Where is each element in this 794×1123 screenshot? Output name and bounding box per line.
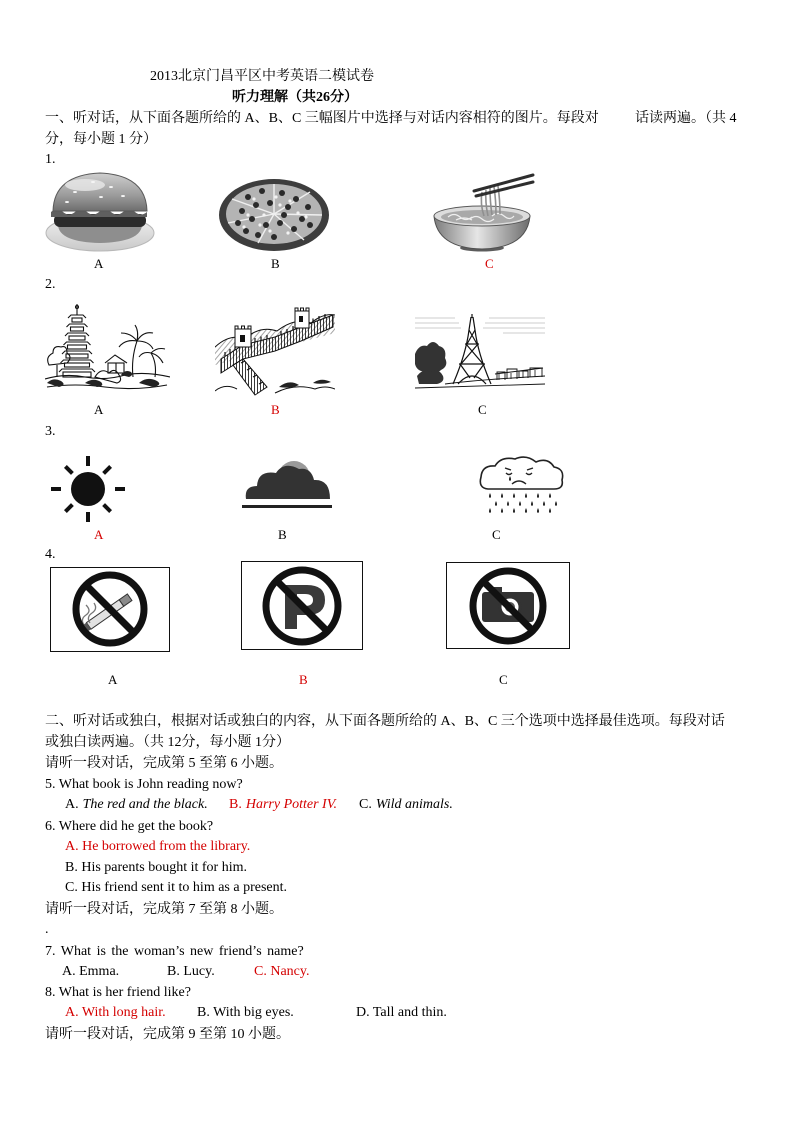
q2-option-a-label: A (94, 402, 104, 417)
q5-option-a-label: A. (65, 797, 79, 812)
part2-instruction-line1: 二、听对话或独白，根据对话或独白的内容，从下面各题所给的 A、B、C 三个选项中选择最佳选项。每段对话 (45, 714, 725, 729)
no-parking-icon (241, 561, 363, 650)
q3-option-c-label: C (492, 527, 501, 542)
q5-option-a (65, 796, 208, 814)
no-smoking-icon (50, 567, 170, 652)
q8-option-b: B. With big eyes. (197, 1005, 294, 1020)
question-number-1: 1. (45, 152, 56, 167)
noodle-bowl-icon (430, 172, 535, 252)
q1-option-c-label: C (485, 256, 494, 271)
exam-title: 2013北京门昌平区中考英语二模试卷 (150, 69, 374, 84)
cloudy-icon (242, 455, 332, 512)
q6-option-b: B. His parents bought it for him. (65, 860, 247, 875)
pizza-icon (218, 175, 330, 252)
q3-option-a-label: A (94, 527, 104, 542)
q2-option-b-label: B (271, 402, 280, 417)
part1-instruction-line1: 一、听对话，从下面各题所给的 A、B、C 三幅图片中选择与对话内容相符的图片。每段对 (45, 111, 599, 126)
q4-option-b-label: B (299, 672, 308, 687)
q7-option-b: B. Lucy. (167, 964, 215, 979)
q4-option-c-label: C (499, 672, 508, 687)
q5-option-a-text: The red and the black. (82, 797, 208, 812)
part1-instruction-line1-end: 话读两遍。（共 4 (635, 111, 737, 126)
pagoda-scene-icon (45, 303, 170, 393)
question-6-text: 6. Where did he get the book? (45, 819, 214, 834)
q5-option-c-text: Wild animals. (375, 797, 453, 812)
q5-option-b-label: B. (229, 797, 242, 812)
sun-icon (48, 455, 128, 522)
question-7-text: 7. What is the woman’s new friend’s name? (45, 944, 304, 959)
q6-option-a: A. He borrowed from the library. (65, 839, 251, 854)
eiffel-tower-icon (415, 314, 545, 392)
q7-option-c: C. Nancy. (254, 964, 310, 979)
q7-option-a: A. Emma. (62, 964, 120, 979)
dialog-intro-7-8: 请听一段对话，完成第 7 至第 8 小题。 (45, 902, 283, 917)
question-number-2: 2. (45, 277, 56, 292)
question-number-3: 3. (45, 424, 56, 439)
stray-period: . (45, 922, 49, 937)
q2-option-c-label: C (478, 402, 487, 417)
section-heading: 听力理解（共26分） (232, 90, 358, 105)
q5-option-c (359, 796, 453, 814)
dialog-intro-5-6: 请听一段对话，完成第 5 至第 6 小题。 (45, 756, 283, 771)
no-camera-icon (446, 562, 570, 649)
great-wall-icon (215, 303, 335, 396)
q1-option-a-label: A (94, 256, 104, 271)
dialog-intro-9-10: 请听一段对话，完成第 9 至第 10 小题。 (45, 1027, 290, 1042)
q8-option-a: A. With long hair. (65, 1005, 166, 1020)
hamburger-icon (45, 170, 155, 252)
question-8-text: 8. What is her friend like? (45, 985, 191, 1000)
q5-option-b (229, 796, 337, 814)
question-5-text: 5. What book is John reading now? (45, 777, 243, 792)
part2-instruction-line2: 或独白读两遍。（共 12分，每小题 1分） (45, 735, 290, 750)
q1-option-b-label: B (271, 256, 280, 271)
q5-option-b-text: Harry Potter IV. (245, 797, 337, 812)
q6-option-c: C. His friend sent it to him as a present. (65, 880, 288, 895)
question-number-4: 4. (45, 547, 56, 562)
q5-option-c-label: C. (359, 797, 372, 812)
part1-instruction-line2: 分，每小题 1 分） (45, 132, 157, 147)
rain-cloud-icon (476, 455, 566, 515)
q4-option-a-label: A (108, 672, 118, 687)
q3-option-b-label: B (278, 527, 287, 542)
q8-option-d: D. Tall and thin. (356, 1005, 447, 1020)
